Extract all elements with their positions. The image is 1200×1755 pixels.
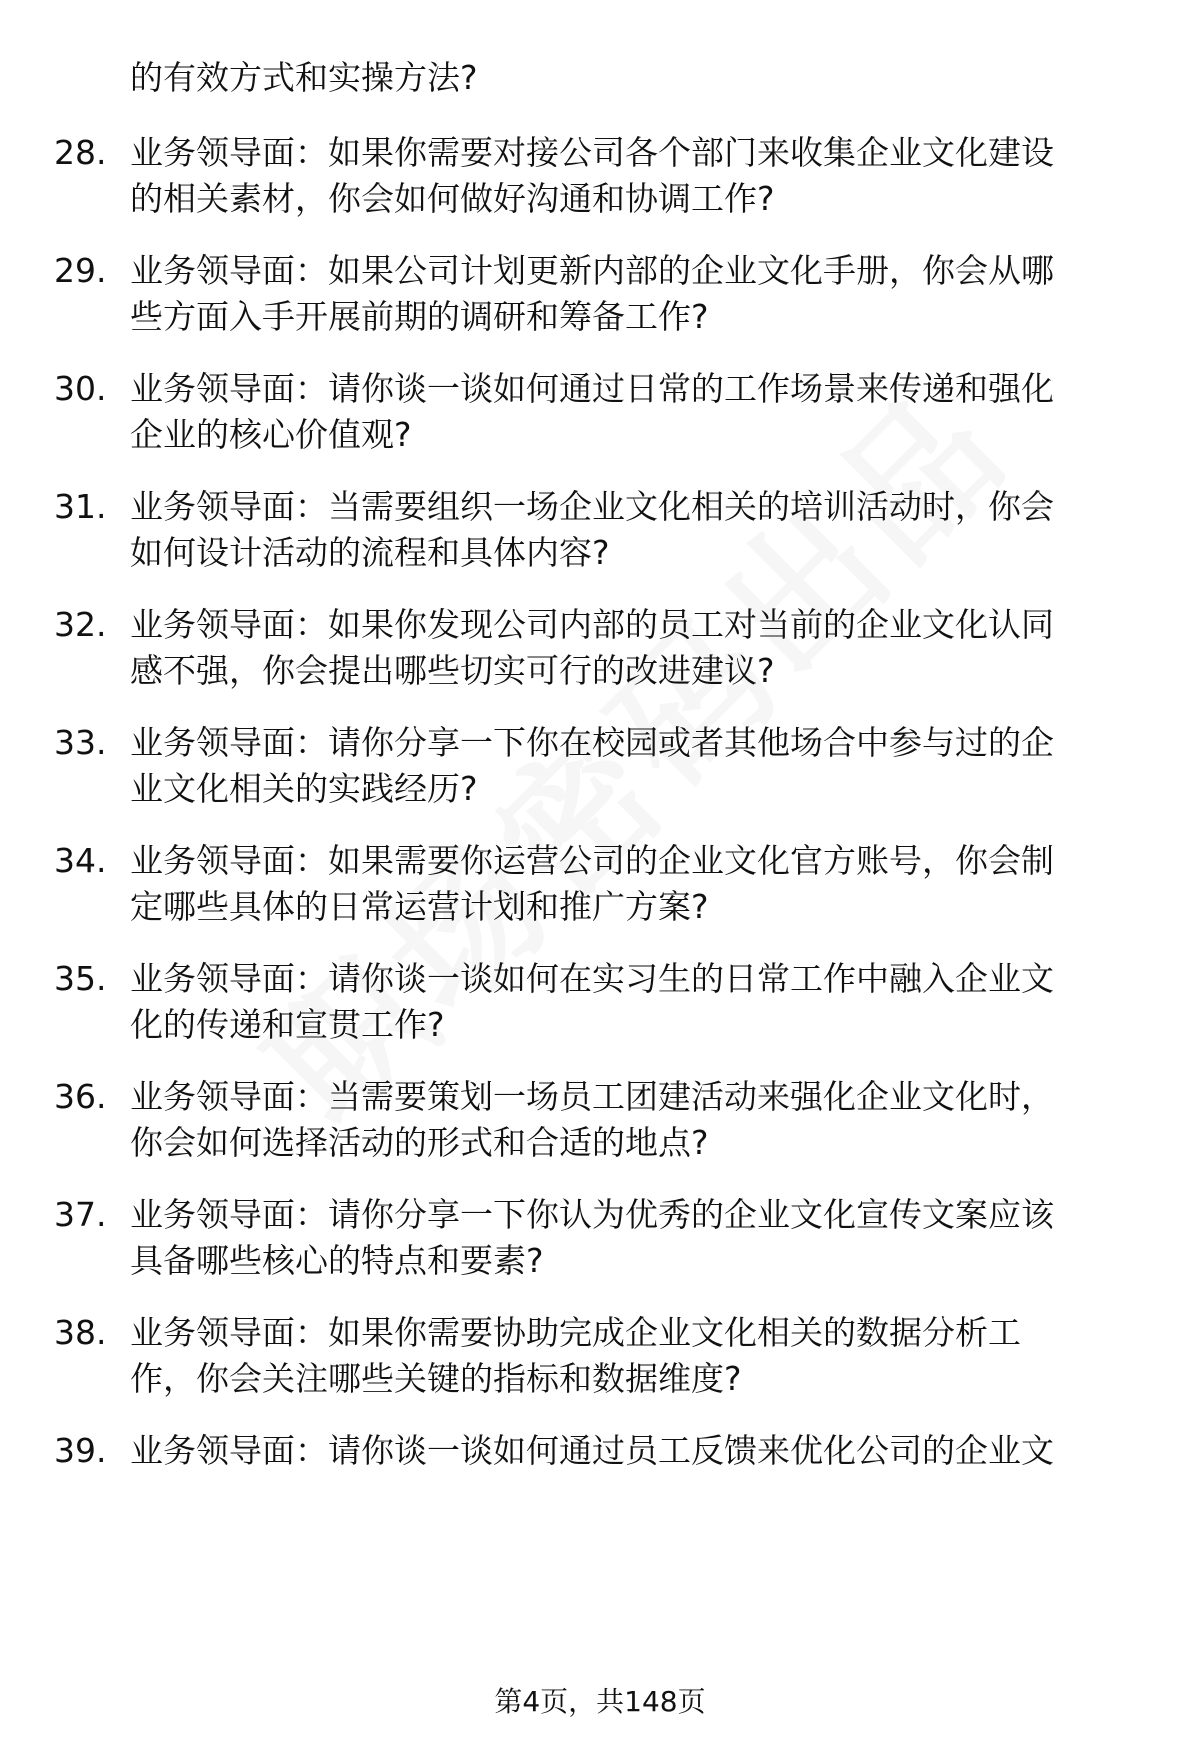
item-text-line1: 业务领导面：如果公司计划更新内部的企业文化手册，你会从哪 [130,251,1054,290]
item-text-line1: 业务领导面：如果你需要协助完成企业文化相关的数据分析工 [130,1313,1021,1352]
item-text-line2: 如何设计活动的流程和具体内容? [130,533,610,572]
item-number: 34. [54,841,107,880]
list-item [0,1195,1200,1285]
item-text-line2: 业文化相关的实践经历? [130,769,478,808]
item-number: 35. [54,959,107,998]
list-item [0,1313,1200,1403]
item-text-line1: 业务领导面：请你谈一谈如何在实习生的日常工作中融入企业文 [130,959,1054,998]
item-text-line1: 业务领导面：请你分享一下你认为优秀的企业文化宣传文案应该 [130,1195,1054,1234]
list-item [0,1431,1200,1521]
item-number: 28. [54,133,107,172]
continuation-line: 的有效方式和实操方法? [130,58,478,97]
item-number: 29. [54,251,107,290]
item-text-line1: 业务领导面：请你谈一谈如何通过员工反馈来优化公司的企业文 [130,1431,1054,1470]
item-text-line1: 业务领导面：如果你发现公司内部的员工对当前的企业文化认同 [130,605,1054,644]
page-footer: 第4页，共148页 [494,1685,706,1718]
item-text-line2: 你会如何选择活动的形式和合适的地点? [130,1123,709,1162]
item-number: 31. [54,487,107,526]
item-text-line2: 些方面入手开展前期的调研和筹备工作? [130,297,709,336]
list-item [0,605,1200,695]
list-item [0,1077,1200,1167]
item-text-line2: 的相关素材，你会如何做好沟通和协调工作? [130,179,775,218]
item-text-line1: 业务领导面：当需要策划一场员工团建活动来强化企业文化时， [130,1077,1054,1116]
item-text-line1: 业务领导面：请你分享一下你在校园或者其他场合中参与过的企 [130,723,1054,762]
item-text-line2: 作，你会关注哪些关键的指标和数据维度? [130,1359,742,1398]
item-text-line2: 化的传递和宣贯工作? [130,1005,445,1044]
item-number: 39. [54,1431,107,1470]
item-text-line1: 业务领导面：如果需要你运营公司的企业文化官方账号，你会制 [130,841,1054,880]
item-number: 38. [54,1313,107,1352]
item-text-line1: 业务领导面：如果你需要对接公司各个部门来收集企业文化建设 [130,133,1054,172]
item-number: 32. [54,605,107,644]
item-number: 36. [54,1077,107,1116]
item-text-line2: 具备哪些核心的特点和要素? [130,1241,544,1280]
item-text-line2: 企业的核心价值观? [130,415,412,454]
item-text-line2: 定哪些具体的日常运营计划和推广方案? [130,887,709,926]
item-text-line1: 业务领导面：当需要组织一场企业文化相关的培训活动时，你会 [130,487,1054,526]
list-item [0,369,1200,459]
item-text-line2: 感不强，你会提出哪些切实可行的改进建议? [130,651,775,690]
item-number: 30. [54,369,107,408]
item-number: 33. [54,723,107,762]
list-item [0,133,1200,223]
list-item [0,723,1200,813]
list-item [0,487,1200,577]
item-number: 37. [54,1195,107,1234]
list-item [0,251,1200,341]
list-item [0,959,1200,1049]
item-text-line1: 业务领导面：请你谈一谈如何通过日常的工作场景来传递和强化 [130,369,1054,408]
list-item [0,841,1200,931]
